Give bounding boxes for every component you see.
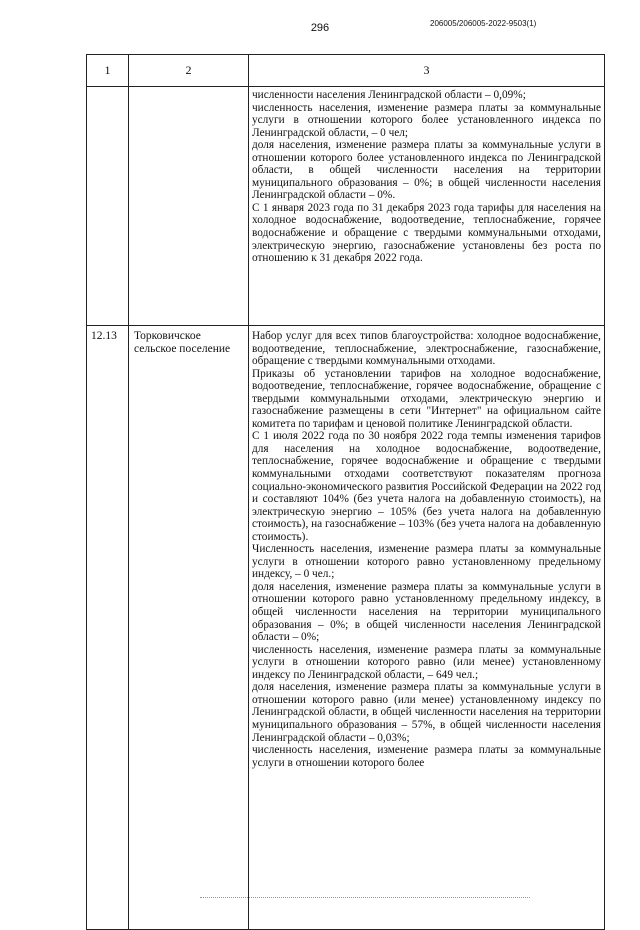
paragraph: С 1 января 2023 года по 31 декабря 2023 года тарифы для населения на холодное водоснабжение, водоотведение, теплоснабжение, горячее водоснабжение и обращение с твердыми коммунальными отходами, электрическую энергию, газоснабжение установлены без роста по отношению к 31 декабря 2022 года. [252,201,601,265]
paragraph: доля населения, изменение размера платы за коммунальные услуги в отношении которого более установленного индекса по Ленинградской области, в общей численности населения на территории муниципального образования – 0%; в общей численности населения Ленинградской области – 0%. [252,139,601,202]
table-row-12-13 [87,326,605,930]
paragraph: численность населения, изменение размера платы за коммунальные услуги в отношении которого более установленного индекса по Ленинградской области, – 0 чел; [252,101,601,139]
cell-row-number: 12.13 [87,326,129,930]
paragraph: доля населения, изменение размера платы за коммунальные услуги в отношении которого равно установленному предельному индексу, в общей численности населения на территории муниципального образования – 0%; в общей численности населения Ленинградской области – 0%; [252,580,601,644]
cell-description [249,326,605,930]
paragraph: Набор услуг для всех типов благоустройства: холодное водоснабжение, водоотведение, теплоснабжение, электроснабжение, газоснабжение, обращение с твердыми коммунальными отходами. [252,330,601,368]
tariff-table [86,54,605,930]
header-col-2: 2 [129,55,249,87]
header-col-3: 3 [249,55,605,87]
cell-settlement-name: Торковичское сельское поселение [129,326,249,930]
paragraph: численности населения Ленинградской области – 0,09%; [252,89,526,101]
scan-artifact-line [200,897,530,898]
table-header-row [87,55,605,87]
page-number: 296 [310,22,330,34]
paragraph: Численность населения, изменение размера платы за коммунальные услуги в отношении которого равно установленному предельному индексу, – 0 чел.; [252,543,601,581]
cell-description-continued [249,87,605,326]
paragraph: доля населения, изменение размера платы за коммунальные услуги в отношении которого равно (или менее) установленному индексу по Ленинградской области, в общей численности населения на территории муниципального образования – 57%, в общей численности населения Ленинградской области – 0,03%; [252,681,601,744]
paragraph: Приказы об установлении тарифов на холодное водоснабжение, водоотведение, теплоснабжение, горячее водоснабжение, обращение с твердыми коммунальными отходами, электрическую энергию и газоснабжение размещены в сети "Интернет" на официальном сайте комитета по тарифам и ценовой политике Ленинградской области. [252,367,601,430]
cell-number-empty [87,87,129,326]
document-id: 206005/206005-2022-9503(1) [430,19,537,28]
paragraph: численность населения, изменение размера платы за коммунальные услуги в отношении которого более [252,744,601,769]
paragraph: численность населения, изменение размера платы за коммунальные услуги в отношении которого равно (или менее) установленному индексу по Ленинградской области, – 649 чел.; [252,643,601,681]
header-col-1: 1 [87,55,129,87]
paragraph: С 1 июля 2022 года по 30 ноября 2022 года темпы изменения тарифов для населения на холодное водоснабжение, водоотведение, теплоснабжение, горячее водоснабжение и обращение с твердыми коммунальными отходами соответствуют показателям прогноза социально-экономического развития Российской Федерации на 2022 год и составляют 104% (без учета налога на добавленную стоимость), на электрическую энергию – 105% (без учета налога на добавленную стоимость), на газоснабжение – 103% (без учета налога на добавленную стоимость). [252,430,601,543]
cell-name-empty [129,87,249,326]
table-row-continued [87,87,605,326]
